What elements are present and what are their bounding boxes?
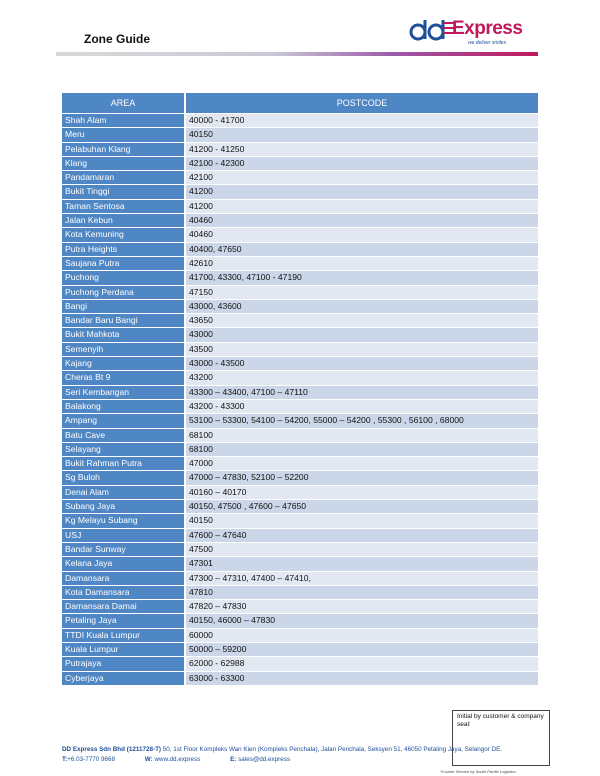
area-cell: Bukit Tinggi	[62, 185, 185, 199]
postcode-cell: 47150	[185, 285, 538, 299]
footer-contact-line	[62, 756, 542, 763]
area-cell: Denai Alam	[62, 485, 185, 499]
table-row	[62, 428, 538, 442]
postcode-cell: 43200	[185, 371, 538, 385]
table-row	[62, 285, 538, 299]
postcode-cell: 47500	[185, 542, 538, 556]
table-row	[62, 600, 538, 614]
table-row	[62, 500, 538, 514]
postcode-cell: 40150	[185, 128, 538, 142]
column-header-area: AREA	[62, 93, 185, 114]
area-cell: Kg Melayu Subang	[62, 514, 185, 528]
postcode-cell: 41200	[185, 185, 538, 199]
company-logo	[408, 16, 523, 50]
footer-address-line	[62, 746, 542, 753]
postcode-cell: 43500	[185, 342, 538, 356]
table-row	[62, 557, 538, 571]
table-row	[62, 128, 538, 142]
table-row	[62, 471, 538, 485]
table-row	[62, 256, 538, 270]
postcode-cell: 40460	[185, 214, 538, 228]
area-cell: Taman Sentosa	[62, 199, 185, 213]
table-row	[62, 357, 538, 371]
area-cell: Kota Damansara	[62, 585, 185, 599]
area-cell: Ampang	[62, 414, 185, 428]
postcode-cell: 43000, 43600	[185, 299, 538, 313]
area-cell: Selayang	[62, 442, 185, 456]
table-row	[62, 485, 538, 499]
area-cell: Jalan Kebun	[62, 214, 185, 228]
area-cell: Putrajaya	[62, 657, 185, 671]
table-row	[62, 528, 538, 542]
table-row	[62, 342, 538, 356]
area-cell: Bandar Baru Bangi	[62, 314, 185, 328]
area-cell: Kuala Lumpur	[62, 642, 185, 656]
table-row	[62, 542, 538, 556]
postcode-cell: 47000 – 47830, 52100 – 52200	[185, 471, 538, 485]
postcode-cell: 42100 - 42300	[185, 156, 538, 170]
footer-tel: +6.03-7770 9668	[67, 756, 116, 763]
table-row	[62, 199, 538, 213]
area-cell: Kota Kemuning	[62, 228, 185, 242]
table-row	[62, 185, 538, 199]
postcode-cell: 40150	[185, 514, 538, 528]
area-cell: Bandar Sunway	[62, 542, 185, 556]
postcode-cell: 47301	[185, 557, 538, 571]
zone-table	[62, 93, 538, 686]
area-cell: Balakong	[62, 399, 185, 413]
postcode-cell: 47000	[185, 457, 538, 471]
area-cell: Meru	[62, 128, 185, 142]
table-row	[62, 399, 538, 413]
table-row	[62, 214, 538, 228]
table-row	[62, 228, 538, 242]
postcode-cell: 50000 – 59200	[185, 642, 538, 656]
postcode-cell: 41700, 43300, 47100 - 47190	[185, 271, 538, 285]
postcode-cell: 43300 – 43400, 47100 – 47110	[185, 385, 538, 399]
table-row	[62, 299, 538, 313]
area-cell: Puchong Perdana	[62, 285, 185, 299]
footer-tel-label: T:	[62, 756, 68, 763]
area-cell: Pandamaran	[62, 171, 185, 185]
table-row	[62, 614, 538, 628]
area-cell: Damansara Damai	[62, 600, 185, 614]
area-cell: Putra Heights	[62, 242, 185, 256]
postcode-cell: 40400, 47650	[185, 242, 538, 256]
postcode-cell: 68100	[185, 428, 538, 442]
page-title: Zone Guide	[84, 32, 150, 46]
table-row	[62, 271, 538, 285]
area-cell: Damansara	[62, 571, 185, 585]
area-cell: Bangi	[62, 299, 185, 313]
postcode-cell: 53100 – 53300, 54100 – 54200, 55000 – 54200 , 55300 , 56100 , 68000	[185, 414, 538, 428]
postcode-cell: 47600 – 47640	[185, 528, 538, 542]
column-header-postcode: POSTCODE	[185, 93, 538, 114]
area-cell: Cheras Bt 9	[62, 371, 185, 385]
postcode-cell: 40150, 47500 , 47600 – 47650	[185, 500, 538, 514]
table-row	[62, 171, 538, 185]
area-cell: USJ	[62, 528, 185, 542]
table-row	[62, 442, 538, 456]
table-row	[62, 585, 538, 599]
area-cell: Shah Alam	[62, 114, 185, 128]
footer	[62, 746, 542, 763]
area-cell: Kelana Jaya	[62, 557, 185, 571]
area-cell: Subang Jaya	[62, 500, 185, 514]
postcode-cell: 41200 - 41250	[185, 142, 538, 156]
courier-note: *Courier Service by South Pacific Logistics	[440, 769, 516, 774]
table-row	[62, 571, 538, 585]
postcode-cell: 68100	[185, 442, 538, 456]
table-row	[62, 385, 538, 399]
table-row	[62, 642, 538, 656]
postcode-cell: 43000 - 43500	[185, 357, 538, 371]
footer-web-label: W:	[144, 756, 153, 763]
table-row	[62, 156, 538, 170]
postcode-cell: 43000	[185, 328, 538, 342]
footer-web: www.dd.express	[154, 756, 201, 763]
dd-logo-icon	[408, 16, 456, 44]
table-row	[62, 414, 538, 428]
header-divider	[56, 52, 538, 56]
area-cell: TTDI Kuala Lumpur	[62, 628, 185, 642]
table-row	[62, 242, 538, 256]
logo-tagline: we deliver smiles	[468, 40, 507, 46]
footer-company: DD Express Sdn Bhd (1211728-T)	[62, 746, 162, 753]
table-row	[62, 514, 538, 528]
table-header-row	[62, 93, 538, 114]
postcode-cell: 42610	[185, 256, 538, 270]
postcode-cell: 40000 - 41700	[185, 114, 538, 128]
postcode-cell: 42100	[185, 171, 538, 185]
postcode-cell: 60000	[185, 628, 538, 642]
postcode-cell: 41200	[185, 199, 538, 213]
table-row	[62, 314, 538, 328]
zone-table-body	[62, 114, 538, 686]
postcode-cell: 47300 – 47310, 47400 – 47410,	[185, 571, 538, 585]
logo-wordmark: Express	[452, 18, 523, 39]
table-row	[62, 142, 538, 156]
footer-email-label: E:	[230, 756, 237, 763]
area-cell: Cyberjaya	[62, 671, 185, 685]
area-cell: Puchong	[62, 271, 185, 285]
area-cell: Sg Buloh	[62, 471, 185, 485]
table-row	[62, 657, 538, 671]
postcode-cell: 43200 - 43300	[185, 399, 538, 413]
table-row	[62, 457, 538, 471]
footer-email: sales@dd.express	[238, 756, 291, 763]
table-row	[62, 114, 538, 128]
area-cell: Bukit Mahkota	[62, 328, 185, 342]
seal-label: Initial by customer & company seal:	[457, 713, 544, 728]
area-cell: Pelabuhan Klang	[62, 142, 185, 156]
postcode-cell: 62000 - 62988	[185, 657, 538, 671]
area-cell: Bukit Rahman Putra	[62, 457, 185, 471]
table-row	[62, 371, 538, 385]
area-cell: Saujana Putra	[62, 256, 185, 270]
footer-address: 50, 1st Floor Kompleks Wan Kien (Kompleks Penchala), Jalan Penchala, Seksyen 51, 46050 Petaling Jaya, Selangor DE.	[161, 746, 503, 753]
area-cell: Seri Kembangan	[62, 385, 185, 399]
postcode-cell: 40460	[185, 228, 538, 242]
postcode-cell: 40150, 46000 – 47830	[185, 614, 538, 628]
area-cell: Semenyih	[62, 342, 185, 356]
table-row	[62, 628, 538, 642]
postcode-cell: 47820 – 47830	[185, 600, 538, 614]
area-cell: Petaling Jaya	[62, 614, 185, 628]
postcode-cell: 43650	[185, 314, 538, 328]
area-cell: Batu Cave	[62, 428, 185, 442]
area-cell: Klang	[62, 156, 185, 170]
area-cell: Kajang	[62, 357, 185, 371]
table-row	[62, 328, 538, 342]
postcode-cell: 47810	[185, 585, 538, 599]
postcode-cell: 63000 - 63300	[185, 671, 538, 685]
postcode-cell: 40160 – 40170	[185, 485, 538, 499]
table-row	[62, 671, 538, 685]
